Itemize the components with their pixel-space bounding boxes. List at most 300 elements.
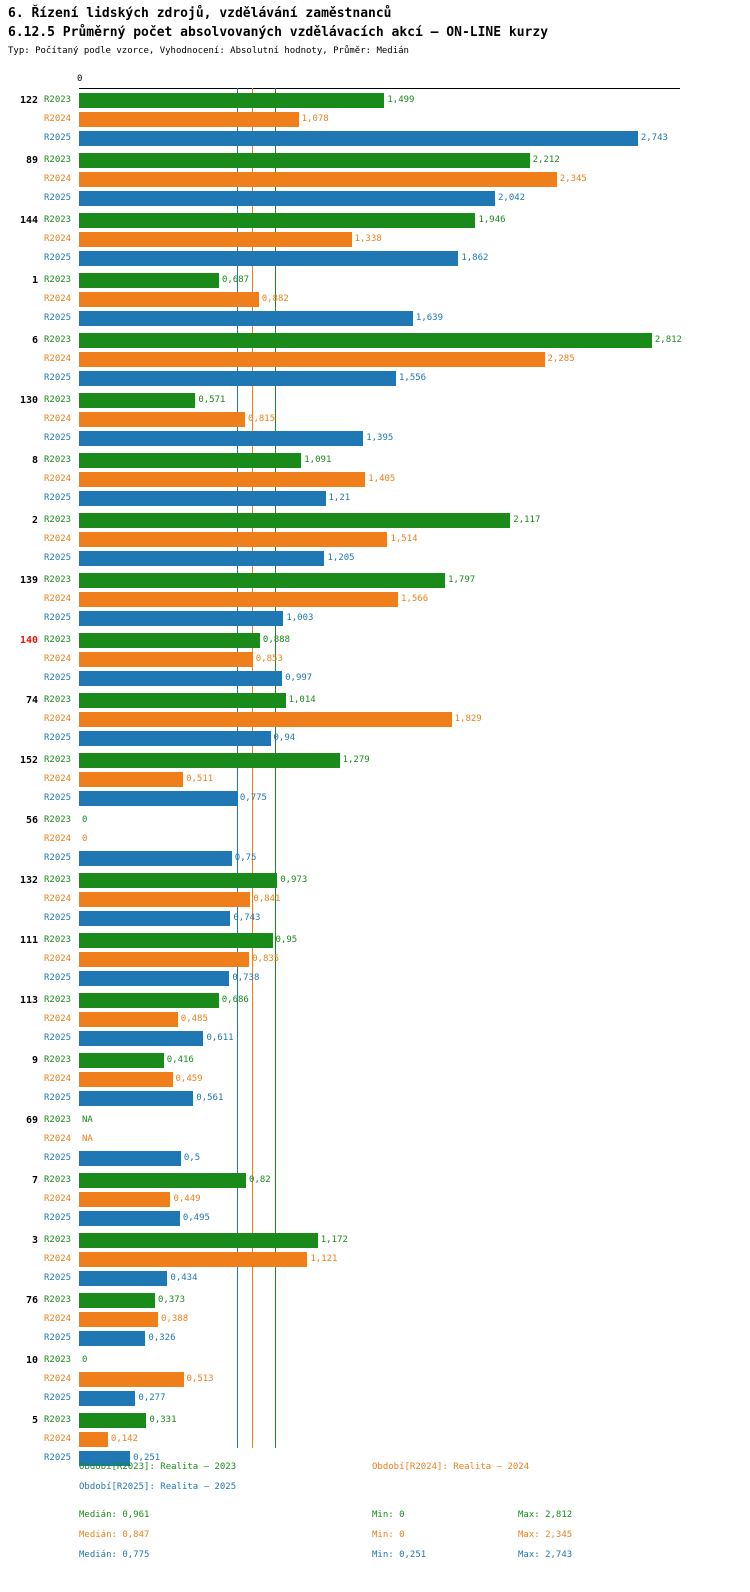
chart-plot-area	[0, 88, 750, 1463]
series-label: R2024	[44, 1014, 72, 1024]
series-label: R2023	[44, 1115, 72, 1125]
bar	[79, 453, 301, 468]
series-label: R2023	[44, 1415, 72, 1425]
group-label: 2	[31, 515, 38, 526]
chart-bar-row	[0, 1269, 750, 1288]
bar-value-label: 0,841	[253, 894, 281, 904]
series-label: R2023	[44, 335, 72, 345]
bar-value-label: 1,405	[368, 474, 396, 484]
bar	[79, 371, 396, 386]
chart-legend	[0, 1462, 750, 1570]
bar	[79, 1151, 181, 1166]
chart-bar-row	[0, 849, 750, 868]
chart-group	[0, 391, 750, 448]
bar-value-label: 1,338	[354, 234, 382, 244]
bar	[79, 491, 326, 506]
bar	[79, 1312, 158, 1327]
chart-bar-row	[0, 729, 750, 748]
series-label: R2023	[44, 875, 72, 885]
series-label: R2024	[44, 1134, 72, 1144]
bar	[79, 551, 324, 566]
chart-group	[0, 91, 750, 148]
bar-value-label: 0,738	[232, 973, 260, 983]
chart-group	[0, 151, 750, 208]
chart-bar-row	[0, 609, 750, 628]
bar-value-label: 0,743	[233, 913, 261, 923]
chart-group	[0, 991, 750, 1048]
bar-value-label: 0,853	[255, 654, 283, 664]
chart-bar-row	[0, 410, 750, 429]
chart-group	[0, 1051, 750, 1108]
legend-max-2023: Max: 2,812	[518, 1510, 573, 1520]
series-label: R2023	[44, 575, 72, 585]
series-label: R2023	[44, 1235, 72, 1245]
chart-group	[0, 751, 750, 808]
legend-min-2023: Min: 0	[372, 1510, 405, 1520]
bar	[79, 112, 299, 127]
series-label: R2024	[44, 294, 72, 304]
bar-value-label: 1,556	[399, 373, 427, 383]
series-label: R2025	[44, 433, 72, 443]
bar-value-label: 0,835	[252, 954, 280, 964]
group-label: 5	[31, 1415, 38, 1426]
bar	[79, 873, 277, 888]
chart-group	[0, 331, 750, 388]
chart-bar-row	[0, 290, 750, 309]
bar	[79, 472, 365, 487]
series-label: R2023	[44, 275, 72, 285]
bar-value-label: 2,117	[513, 515, 541, 525]
series-label: R2025	[44, 733, 72, 743]
chart-bar-row	[0, 211, 750, 230]
group-label: 56	[25, 815, 38, 826]
bar	[79, 1072, 173, 1087]
chart-bar-row	[0, 110, 750, 129]
chart-bar-row	[0, 1089, 750, 1108]
series-label: R2025	[44, 493, 72, 503]
legend-median-2024: Medián: 0,847	[79, 1530, 150, 1540]
series-label: R2023	[44, 1175, 72, 1185]
series-label: R2023	[44, 1055, 72, 1065]
chart-bar-row	[0, 429, 750, 448]
bar-value-label: 0,373	[157, 1295, 186, 1305]
chart-bar-row	[0, 931, 750, 950]
bar-value-label: 1,946	[478, 215, 506, 225]
bar-value-label: 0,94	[273, 733, 296, 743]
series-label: R2023	[44, 755, 72, 765]
axis-top-line	[79, 88, 680, 89]
bar	[79, 1012, 178, 1027]
legend-series-2024: Období[R2024]: Realita – 2024	[372, 1462, 530, 1472]
series-label: R2025	[44, 1393, 72, 1403]
bar-value-label: 0	[82, 834, 88, 844]
bar-value-label: 1,514	[390, 534, 418, 544]
bar-value-label: NA	[82, 1115, 93, 1125]
chart-bar-row	[0, 1389, 750, 1408]
group-label: 10	[25, 1355, 38, 1366]
bar-value-label: 0,388	[161, 1314, 189, 1324]
bar-value-label: 0,95	[275, 935, 298, 945]
bar-value-label: 0,611	[206, 1033, 234, 1043]
bar	[79, 911, 230, 926]
series-label: R2024	[44, 1314, 72, 1324]
page-title-line2: 6.12.5 Průměrný počet absolvovaných vzdělávacích akcí – ON-LINE kurzy	[8, 25, 549, 40]
chart-group	[0, 931, 750, 988]
chart-bar-row	[0, 650, 750, 669]
series-label: R2024	[44, 1194, 72, 1204]
bar	[79, 153, 530, 168]
chart-bar-row	[0, 950, 750, 969]
series-label: R2024	[44, 774, 72, 784]
series-label: R2023	[44, 395, 72, 405]
series-label: R2024	[44, 954, 72, 964]
group-label: 144	[19, 215, 38, 226]
series-label: R2024	[44, 1254, 72, 1264]
bar	[79, 532, 387, 547]
bar-value-label: 1,21	[328, 493, 351, 503]
chart-bar-row	[0, 489, 750, 508]
chart-bar-row	[0, 170, 750, 189]
bar-value-label: 0,513	[186, 1374, 214, 1384]
chart-group	[0, 451, 750, 508]
bar-value-label: 0,75	[234, 853, 257, 863]
legend-series-2025: Období[R2025]: Realita – 2025	[79, 1482, 237, 1492]
series-label: R2025	[44, 373, 72, 383]
chart-bar-row	[0, 1171, 750, 1190]
legend-max-2025: Max: 2,743	[518, 1550, 573, 1560]
bar	[79, 1053, 164, 1068]
chart-bar-row	[0, 470, 750, 489]
bar-value-label: 1,566	[401, 594, 429, 604]
chart-bar-row	[0, 1411, 750, 1430]
chart-group	[0, 271, 750, 328]
bar-value-label: 1,091	[304, 455, 332, 465]
chart-bar-row	[0, 1070, 750, 1089]
chart-group	[0, 511, 750, 568]
bar	[79, 1331, 145, 1346]
bar-value-label: 2,212	[532, 155, 560, 165]
series-label: R2025	[44, 973, 72, 983]
series-label: R2023	[44, 515, 72, 525]
bar	[79, 731, 271, 746]
chart-subtitle: Typ: Počítaný podle vzorce, Vyhodnocení: Absolutní hodnoty, Průměr: Medián	[8, 46, 409, 56]
series-label: R2025	[44, 1273, 72, 1283]
series-label: R2024	[44, 834, 72, 844]
bar	[79, 292, 259, 307]
series-label: R2023	[44, 155, 72, 165]
chart-bar-row	[0, 249, 750, 268]
bar	[79, 1432, 108, 1447]
group-label: 132	[19, 875, 38, 886]
bar-value-label: 0,997	[285, 673, 313, 683]
bar-value-label: 0,687	[221, 275, 250, 285]
bar-value-label: 0,416	[166, 1055, 194, 1065]
chart-bar-row	[0, 511, 750, 530]
chart-group	[0, 571, 750, 628]
legend-min-2025: Min: 0,251	[372, 1550, 427, 1560]
chart-bar-row	[0, 969, 750, 988]
chart-bar-row	[0, 1351, 750, 1370]
bar-value-label: 1,014	[288, 695, 316, 705]
group-label: 113	[19, 995, 38, 1006]
bar	[79, 412, 245, 427]
bar	[79, 592, 398, 607]
bar-value-label: 1,078	[301, 114, 329, 124]
bar-value-label: 1,395	[366, 433, 394, 443]
bar-value-label: 0,686	[221, 995, 249, 1005]
bar	[79, 791, 237, 806]
chart-bar-row	[0, 631, 750, 650]
chart-bar-row	[0, 1430, 750, 1449]
chart-bar-row	[0, 1029, 750, 1048]
chart-bar-row	[0, 391, 750, 410]
series-label: R2025	[44, 253, 72, 263]
bar-value-label: 0,434	[170, 1273, 198, 1283]
series-label: R2024	[44, 654, 72, 664]
series-label: R2024	[44, 474, 72, 484]
chart-bar-row	[0, 189, 750, 208]
bar	[79, 93, 384, 108]
bar-value-label: 0,561	[196, 1093, 224, 1103]
bar-value-label: 0,251	[133, 1453, 161, 1463]
bar	[79, 712, 452, 727]
chart-bar-row	[0, 669, 750, 688]
series-label: R2023	[44, 215, 72, 225]
chart-group	[0, 1231, 750, 1288]
chart-bar-row	[0, 1010, 750, 1029]
chart-bar-row	[0, 309, 750, 328]
chart-bar-row	[0, 789, 750, 808]
bar-value-label: 0	[82, 1355, 88, 1365]
bar	[79, 633, 260, 648]
bar	[79, 352, 545, 367]
group-label: 130	[19, 395, 38, 406]
chart-bar-row	[0, 1231, 750, 1250]
bar-value-label: 0,5	[183, 1153, 201, 1163]
chart-bar-row	[0, 91, 750, 110]
bar	[79, 671, 282, 686]
chart-group	[0, 811, 750, 868]
bar	[79, 232, 352, 247]
bar	[79, 1031, 203, 1046]
chart-bar-row	[0, 350, 750, 369]
chart-bar-row	[0, 451, 750, 470]
bar-value-label: 1,829	[454, 714, 482, 724]
bar-value-label: 1,003	[286, 613, 314, 623]
series-label: R2023	[44, 935, 72, 945]
legend-max-2024: Max: 2,345	[518, 1530, 573, 1540]
group-label: 139	[19, 575, 38, 586]
series-label: R2025	[44, 1333, 72, 1343]
axis-zero-tick-label: 0	[77, 74, 83, 84]
chart-bar-row	[0, 830, 750, 849]
chart-bar-row	[0, 590, 750, 609]
bar-value-label: 0,571	[198, 395, 226, 405]
bar-value-label: 1,499	[387, 95, 415, 105]
series-label: R2025	[44, 673, 72, 683]
bar	[79, 311, 413, 326]
chart-bar-row	[0, 770, 750, 789]
bar-value-label: 0,775	[239, 793, 267, 803]
chart-bar-row	[0, 129, 750, 148]
chart-group	[0, 1351, 750, 1408]
group-label: 6	[31, 335, 38, 346]
bar-value-label: 1,121	[310, 1254, 338, 1264]
series-label: R2025	[44, 853, 72, 863]
series-label: R2024	[44, 1374, 72, 1384]
chart-bar-row	[0, 811, 750, 830]
group-label: 69	[25, 1115, 38, 1126]
bar	[79, 251, 458, 266]
series-label: R2024	[44, 414, 72, 424]
bar-value-label: 1,862	[461, 253, 489, 263]
bar-value-label: 0,449	[173, 1194, 201, 1204]
series-label: R2023	[44, 1355, 72, 1365]
legend-median-2023: Medián: 0,961	[79, 1510, 150, 1520]
bar-value-label: 0,973	[280, 875, 308, 885]
bar	[79, 933, 273, 948]
bar	[79, 1271, 167, 1286]
series-label: R2024	[44, 714, 72, 724]
chart-bar-row	[0, 571, 750, 590]
chart-group	[0, 1291, 750, 1348]
series-label: R2024	[44, 534, 72, 544]
bar	[79, 191, 495, 206]
bar-value-label: 0,277	[138, 1393, 166, 1403]
series-label: R2025	[44, 313, 72, 323]
bar	[79, 1192, 170, 1207]
group-label: 140	[19, 635, 38, 646]
bar	[79, 652, 253, 667]
chart-bar-row	[0, 1111, 750, 1130]
chart-group	[0, 1171, 750, 1228]
bar	[79, 172, 557, 187]
group-label: 76	[25, 1295, 38, 1306]
bar	[79, 1211, 180, 1226]
chart-bar-row	[0, 1329, 750, 1348]
bar	[79, 892, 250, 907]
bar	[79, 1173, 246, 1188]
bar-value-label: 2,743	[640, 133, 668, 143]
series-label: R2023	[44, 455, 72, 465]
bar	[79, 1413, 146, 1428]
chart-bar-row	[0, 691, 750, 710]
series-label: R2025	[44, 613, 72, 623]
series-label: R2025	[44, 913, 72, 923]
group-label: 111	[19, 935, 38, 946]
series-label: R2024	[44, 174, 72, 184]
chart-bar-row	[0, 710, 750, 729]
bar-value-label: NA	[82, 1134, 93, 1144]
group-label: 1	[31, 275, 38, 286]
bar	[79, 393, 195, 408]
chart-bar-row	[0, 991, 750, 1010]
bar	[79, 1233, 318, 1248]
series-label: R2024	[44, 114, 72, 124]
chart-bar-row	[0, 230, 750, 249]
chart-bar-row	[0, 369, 750, 388]
bar-value-label: 0,82	[249, 1175, 271, 1185]
bar-value-label: 0,459	[175, 1074, 203, 1084]
bar	[79, 1252, 307, 1267]
bar	[79, 952, 249, 967]
bar	[79, 1372, 184, 1387]
chart-bar-row	[0, 271, 750, 290]
bar-value-label: 1,279	[342, 755, 370, 765]
chart-bar-row	[0, 151, 750, 170]
series-label: R2025	[44, 1213, 72, 1223]
group-label: 3	[31, 1235, 38, 1246]
series-label: R2023	[44, 815, 72, 825]
bar	[79, 753, 340, 768]
bar-value-label: 0,495	[182, 1213, 210, 1223]
bar	[79, 131, 638, 146]
chart-bar-row	[0, 1190, 750, 1209]
series-label: R2025	[44, 553, 72, 563]
series-label: R2024	[44, 234, 72, 244]
legend-median-2025: Medián: 0,775	[79, 1550, 150, 1560]
chart-bar-row	[0, 1051, 750, 1070]
series-label: R2024	[44, 594, 72, 604]
series-label: R2023	[44, 1295, 72, 1305]
series-label: R2024	[44, 354, 72, 364]
chart-group	[0, 631, 750, 688]
bar-value-label: 1,797	[448, 575, 476, 585]
bar-value-label: 1,639	[415, 313, 443, 323]
legend-min-2024: Min: 0	[372, 1530, 405, 1540]
chart-bar-row	[0, 1370, 750, 1389]
chart-bar-row	[0, 909, 750, 928]
series-label: R2024	[44, 1434, 72, 1444]
series-label: R2023	[44, 995, 72, 1005]
bar-value-label: 0,882	[261, 294, 289, 304]
bar-value-label: 0	[82, 815, 88, 825]
series-label: R2023	[44, 635, 72, 645]
group-label: 122	[19, 95, 38, 106]
chart-group	[0, 211, 750, 268]
bar-value-label: 0,511	[186, 774, 214, 784]
series-label: R2024	[44, 894, 72, 904]
series-label: R2025	[44, 1153, 72, 1163]
series-label: R2025	[44, 793, 72, 803]
group-label: 7	[31, 1175, 38, 1186]
series-label: R2025	[44, 1453, 72, 1463]
chart-bar-row	[0, 751, 750, 770]
bar	[79, 273, 219, 288]
series-label: R2025	[44, 1093, 72, 1103]
bar	[79, 333, 652, 348]
chart-bar-row	[0, 1291, 750, 1310]
series-label: R2025	[44, 193, 72, 203]
bar	[79, 1293, 155, 1308]
page-title-line1: 6. Řízení lidských zdrojů, vzdělávání zaměstnanců	[8, 6, 392, 21]
chart-bar-row	[0, 549, 750, 568]
chart-bar-row	[0, 530, 750, 549]
bar	[79, 431, 363, 446]
bar-value-label: 0,485	[180, 1014, 208, 1024]
series-label: R2023	[44, 695, 72, 705]
chart-bar-row	[0, 871, 750, 890]
group-label: 8	[31, 455, 38, 466]
bar-value-label: 0,142	[110, 1434, 139, 1444]
chart-bar-row	[0, 1209, 750, 1228]
series-label: R2024	[44, 1074, 72, 1084]
bar	[79, 513, 510, 528]
bar	[79, 993, 219, 1008]
chart-group	[0, 871, 750, 928]
series-label: R2025	[44, 1033, 72, 1043]
bar-value-label: 1,172	[320, 1235, 348, 1245]
